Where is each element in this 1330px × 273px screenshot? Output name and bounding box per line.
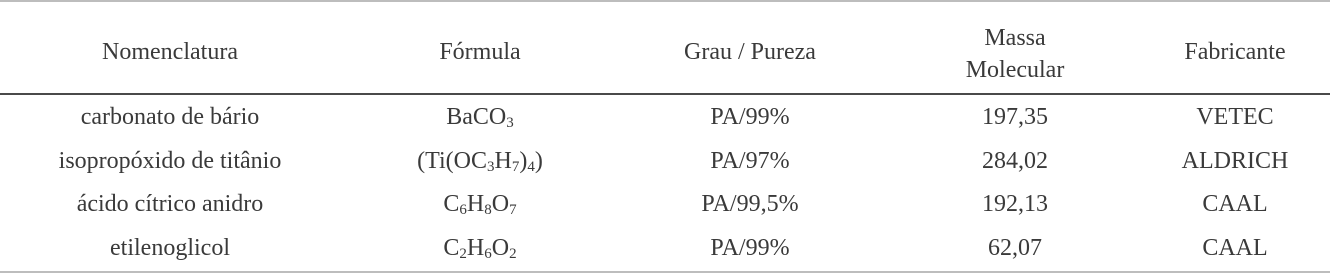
cell-nomenclatura: ácido cítrico anidro <box>76 191 264 217</box>
cell-grau-pureza: PA/99,5% <box>701 191 799 217</box>
header-grau-pureza: Grau / Pureza <box>684 39 816 65</box>
cell-massa-molecular: 197,35 <box>982 104 1048 130</box>
header-fabricante: Fabricante <box>1184 39 1286 65</box>
cell-formula: $C_6H_8O_7$ <box>443 191 517 218</box>
table-top-rule <box>0 0 1330 2</box>
table-header-rule <box>0 93 1330 95</box>
cell-formula: BaCO$_3$ <box>446 104 514 131</box>
cell-fabricante: ALDRICH <box>1181 148 1289 174</box>
cell-nomenclatura: etilenoglicol <box>110 235 230 261</box>
cell-nomenclatura: isopropóxido de titânio <box>58 148 282 174</box>
cell-massa-molecular: 62,07 <box>988 235 1042 261</box>
header-massa-line-1: Massa <box>984 25 1046 51</box>
cell-grau-pureza: PA/97% <box>710 148 790 174</box>
cell-fabricante: CAAL <box>1202 235 1268 261</box>
cell-fabricante: CAAL <box>1202 191 1268 217</box>
cell-formula: $(Ti(OC_3H_7)_4)$ <box>417 148 543 175</box>
header-formula: Fórmula <box>439 39 521 65</box>
header-massa-line-2: Molecular <box>965 57 1065 83</box>
cell-massa-molecular: 284,02 <box>982 148 1048 174</box>
cell-grau-pureza: PA/99% <box>710 235 790 261</box>
cell-nomenclatura: carbonato de bário <box>80 104 260 130</box>
header-massa-molecular <box>890 22 1140 86</box>
cell-fabricante: VETEC <box>1196 104 1274 130</box>
header-nomenclatura: Nomenclatura <box>102 39 238 65</box>
cell-formula: $C_2H_6O_2$ <box>443 235 517 262</box>
cell-grau-pureza: PA/99% <box>710 104 790 130</box>
cell-massa-molecular: 192,13 <box>982 191 1048 217</box>
